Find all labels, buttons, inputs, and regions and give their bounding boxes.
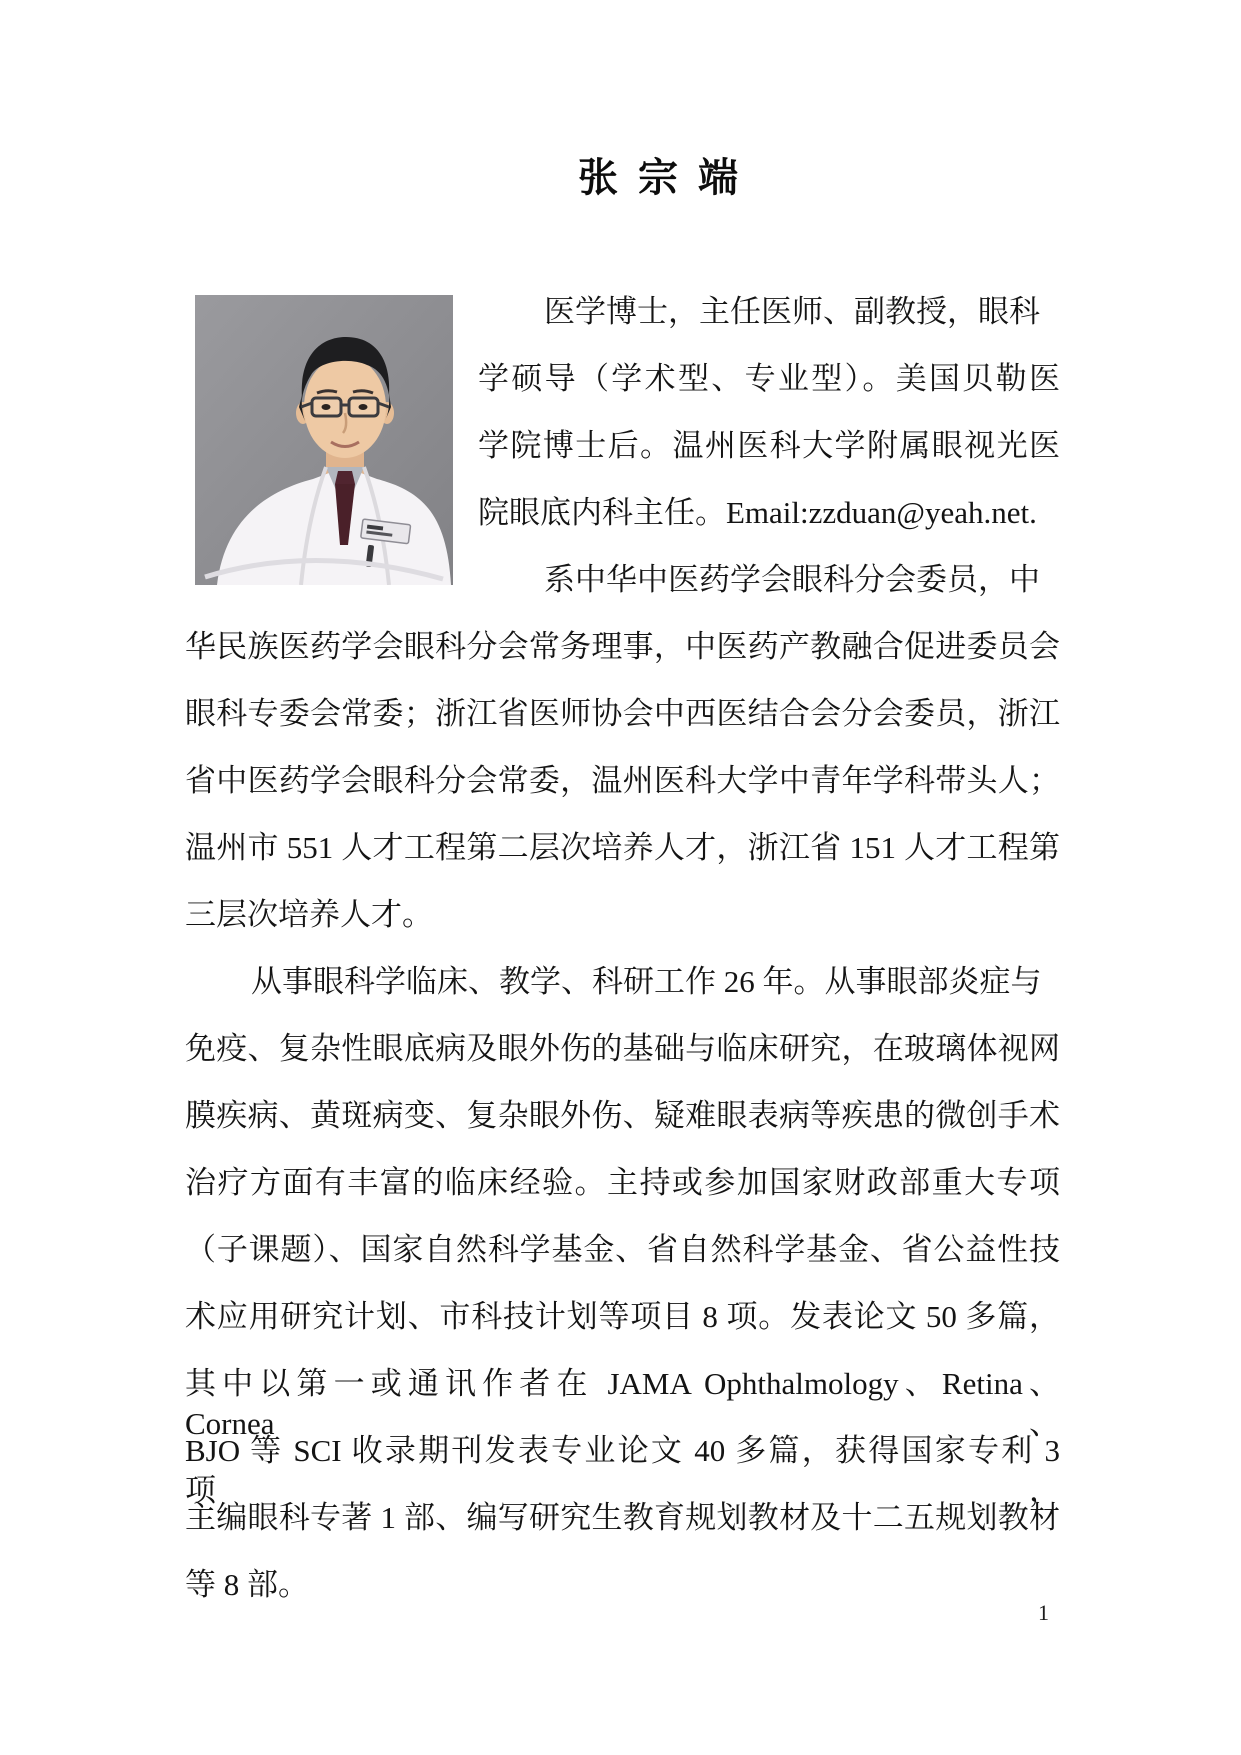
bio-line: 术应用研究计划、市科技计划等项目 8 项。发表论文 50 多篇，	[185, 1299, 1060, 1334]
bio-line: （子课题）、国家自然科学基金、省自然科学基金、省公益性技	[185, 1232, 1060, 1267]
portrait-photo-frame	[195, 295, 453, 585]
bio-line: BJO 等 SCI 收录期刊发表专业论文 40 多篇，获得国家专利 3 项，	[185, 1433, 1060, 1508]
bio-line: 其中以第一或通讯作者在 JAMA Ophthalmology、Retina、Cornea、	[185, 1366, 1060, 1441]
bio-line: 膜疾病、黄斑病变、复杂眼外伤、疑难眼表病等疾患的微创手术	[185, 1098, 1060, 1133]
bio-line: 医学博士，主任医师、副教授，眼科	[544, 294, 1040, 329]
bio-line: 三层次培养人才。	[185, 897, 433, 932]
bio-line: 华民族医药学会眼科分会常务理事，中医药产教融合促进委员会	[185, 629, 1060, 664]
tie-knot	[335, 471, 355, 484]
bio-line: 眼科专委会常委；浙江省医师协会中西医结合会分会委员，浙江	[185, 696, 1060, 731]
eye	[359, 404, 368, 410]
bio-line: 治疗方面有丰富的临床经验。主持或参加国家财政部重大专项	[185, 1165, 1060, 1200]
eye	[322, 404, 331, 410]
bio-line: 学硕导（学术型、专业型）。美国贝勒医	[478, 361, 1060, 396]
bio-line: 院眼底内科主任。Email:zzduan@yeah.net.	[478, 495, 1037, 530]
bio-line: 温州市 551 人才工程第二层次培养人才，浙江省 151 人才工程第	[185, 830, 1060, 865]
bio-line: 学院博士后。温州医科大学附属眼视光医	[478, 428, 1060, 463]
bio-line: 系中华中医药学会眼科分会委员，中	[544, 562, 1040, 597]
bio-line: 省中医药学会眼科分会常委，温州医科大学中青年学科带头人；	[185, 763, 1060, 798]
page-title: 张 宗 端	[578, 155, 740, 200]
bio-line: 免疫、复杂性眼底病及眼外伤的基础与临床研究，在玻璃体视网	[185, 1031, 1060, 1066]
page-number: 1	[1038, 1600, 1049, 1625]
portrait-photo	[195, 295, 453, 585]
bio-line: 从事眼科学临床、教学、科研工作 26 年。从事眼部炎症与	[251, 964, 1042, 999]
bio-line: 等 8 部。	[185, 1567, 309, 1602]
bio-line: 主编眼科专著 1 部、编写研究生教育规划教材及十二五规划教材	[185, 1500, 1060, 1535]
